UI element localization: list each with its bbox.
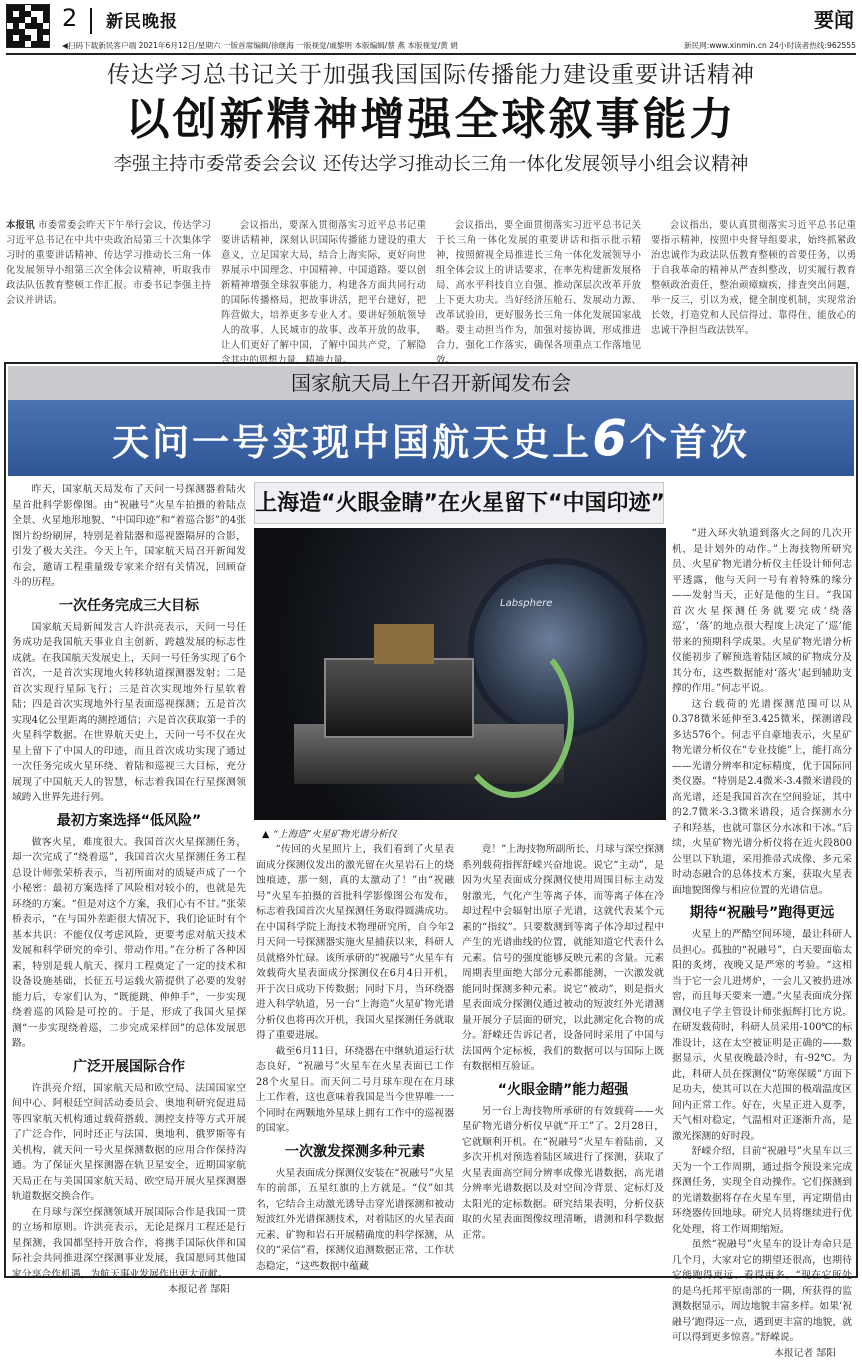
caption-text: “上海造”火星矿物光谱分析仪 [273,829,397,840]
intro-paragraph: 昨天，国家航天局发布了天问一号探测器着陆火星首批科学影像图。由“祝融号”火星车拍摄的着陆点全景、火星地形地貌、“中国印迹”和“着巡合影”的4张图片纷纷刷屏，特别是着陆器和巡视器隔屏的合影，引发了极大关注。今天上午，国家航天局召开新闻发布会，邀请工程重量级专家来介绍有关情况，回顾奋斗的历程。 [12,482,246,591]
body-paragraph: 火星表面成分探测仪安装在“祝融号”火星车的前部，五星红旗的上方就是。“仪”如其名，它结合主动激光诱导击穿光谱探测和被动短波红外光谱探测技术，对着陆区的火星表面元素、矿物和岩石开展精确度的科学探测，从仪的“采信”看，探测仪追测数据正常，工作状态稳定，“这些数据中蕴藏 [256,1166,454,1275]
subhead: 期待“祝融号”跑得更远 [672,902,852,924]
spectrometer-head [374,624,434,664]
body-paragraph: “传回的火星照片上，我们看到了火星表面成分探测仪发出的激光留在火星岩石上的烧蚀痕迹，那一刻，真的太激动了！”由“祝融号”火星车拍摄的首批科学影像图公布发布，标志着我国首次火星探测任务取得圆满成功。在中国科学院上海技术物理研究所，自今年2月天问一号探测器实施火星捕获以来，科研人员就格外忙碌。该所承研的“祝融号”火星车有效载荷火星表面成分探测仪在6月4日开机，开于次日成功下传数据；同时下月，当环绕器进入科学轨道，另一台“上海造”火星矿物光谱分析仪也将再次开机，我国火星探测任务就取得了重要进展。 [256,842,454,1044]
section-name: 要闻 [814,4,854,33]
body-paragraph: 竟！”上海技物所副所长、月球与深空探测系列载荷指挥舒嵘兴奋地说。说它“主动”，是因为火星表面成分探测仪使用周围目标主动发射激光，气化产生等离子体，而等离子体在冷却过程中会辐射出原子光谱，这就代表某个元素的“指纹”。只要数测到等离子体冷却过程中产生的光谱曲线的位置，就能知道它代表什么元素。信号的强度能够反映元素的含量。元素周期表里面绝大部分元素都能测，一次激发就能同时探测多种元素。说它“被动”，则是指火星表面成分探测仪通过被动的短波红外光谱测量开展分子层面的研究，以此测定化合物的成分。舒嵘还告诉记者，设备同时采用了中国与法国两个定标板，我们的数据可以与国际上既有数据相互验证。 [462,842,664,1075]
body-paragraph: 许洪亮介绍，国家航天局和欧空局、法国国家空间中心、阿根廷空间活动委员会、奥地利研究促进局等四家航天机构通过载荷搭载、测控支持等方式开展了广泛合作，同时还正与法国、奥地利、俄罗斯等有关机构，就天问一号火星探测数据的应用合作保持沟通。为了保证火星探测器在轨卫星安全，近期国家航天局正在与美国国家航天局、欧空局开展火星探测器轨道数据交换合作。 [12,1081,246,1205]
byline: 本报记者 郜阳 [12,1282,246,1298]
body-paragraph: 做客火星，难度很大。我国首次火星探测任务，却一次完成了“绕着巡”，我国首次火星探测任务工程总设计师张荣桥表示，当初所面对的质疑声成了一个小秘密：最初方案选择了风险相对较小的，也就是先环绕的方案。“但是对这个方案，我们心有不甘。”张荣桥表示，“在与国外差距很大情况下，我们论证时有个基本共识：不能仅仅考虑风险，更要考虑对航天技术发展和科学研究的牵引、带动作用。”在分析了各种因素，特别是载人航天、探月工程奠定了一定的技术和设备设施基础，长征五号运载火箭提供了必要的发射能力后，专家们认为，“既能跳、伸伸手”，一步实现绕着巡的风险是可控的。于是，形成了我国火星探测“一步实现绕着巡，二步完成采样回”的总体发展思路。 [12,835,246,1052]
subhead: 广泛开展国际合作 [12,1056,246,1078]
lead-paragraph [6,218,211,368]
body-paragraph: 虽然“祝融号”火星车的设计寿命只是几个月，大家对它的期望还很高，也期待它能跑得更远、看得更多。“现在它所处的是乌托邦平原南部的一隅，所获得的监测数据显示，周边地貌丰富多样。如果‘祝融号’跑得远一点，遇到更丰富的地貌，就可以得到更多惊喜。”舒嵘说。 [672,1237,852,1346]
lead-paragraph: 会议指出，要深入贯彻落实习近平总书记重要讲话精神，深刻认识国际传播能力建设的重大意义，立足国家大局，结合上海实际，更好向世界展示中国理念、中国精神、中国道路。要以创新精神增强全球叙事能力，构建各方面共同行动的国际传播格局，把故事讲活，把平台建好，把阵营做大，培养更多专业人才。要讲好领航领导人的故事、人民城市的故事、改革开放的故事，让人们更好了解中国，了解中国共产党，了解隐含其中的思想力量、精神力量。 [221,218,426,368]
feature-frame [4,362,858,1278]
lead-subtitle: 李强主持市委常委会会议 还传达学习推动长三角一体化发展领导小组会议精神 [6,150,856,180]
byline: 本报记者 郜阳 [672,1346,852,1361]
body-paragraph: 火星上的严酷空间环境，最让科研人员担心。孤独的“祝融号”，白天要面临太阳的炙烤，夜晚又是严寒的考验。“这相当于它一会儿进烤炉，一会儿又被扔进冰窖，而且每天要来一遭。”火星表面成分探测仪电子学主管设计师张振辉打比方说。在研发载荷时，科研人员采用-100℃的标准设计，这在太空被证明是正确的——数据显示，火星夜晚最冷时，有-92℃。为此，科研人员在探测仪“防寒保暖”方面下足功夫，使其可以在大范围的极端温度区间内正常工作。好在，火星正进入夏季，天气相对稳定，气温相对正逐渐升高，是激光探测的好时段。 [672,927,852,1144]
body-paragraph: 截至6月11日，环绕器在中继轨道运行状态良好，“祝融号”火星车在火星表面已工作28个火星日。而天问二号月球车现在在月球上工作着，这也意味着我国是当今世界唯一一个同时在两颗地外星球上拥有工作中的巡视器的国家。 [256,1044,454,1137]
feature-title-part1: 天问一号实现中国航天史上 [112,421,592,464]
photo-caption [262,826,397,840]
body-paragraph: 在月球与深空探测领域开展国际合作是我国一贯的立场和原则。许洪亮表示，无论是探月工程还是行星探测，我国都坚持开放合作，将携手国际伙伴和国际社会共同推进深空探测事业发展，我国愿同其他国家分享合作机遇，为航天事业发展作出更大贡献。 [12,1205,246,1283]
photo-logo-text: Labsphere [500,598,552,609]
feature-title-part2: 个首次 [630,421,750,464]
lead-title: 以创新精神增强全球叙事能力 [6,90,856,150]
caption-marker-icon: ▲ [262,829,269,840]
subhead: 最初方案选择“低风险” [12,810,246,832]
body-paragraph: 这台载荷的光谱探测范围可以从0.378微米延伸至3.425微米，探测谱段多达576个。何志平自豪地表示，火星矿物光谱分析仪在“专业技能”上，能打高分——光谱分辨率和定标精度，优于国际同类仪器。“特别是2.4微米-3.4微米谱段的高光谱，还是我国首次在空间验证，其中的2.7微米-3.3微米谱段，适合探测水分子和羟基，也就可靠区分水冰和干冰。”后续，火星矿物光谱分析仪将在近火段800公里以下轨道，采用推帚式成像、多元采时动态融合的总体技术方案，获取火星表面地貌图像与相应位置的光谱信息。 [672,697,852,899]
divider [90,8,92,34]
issue-line [62,40,856,51]
issue-info: ◀扫码下载新民客户端 2021年6月12日/星期六 一版首席编辑/徐继海 一版视觉/戚黎明 本版编辑/蔡 燕 本版视觉/黄 娟 [62,41,458,50]
feature-kicker: 国家航天局上午召开新闻发布会 [8,366,854,400]
feature-left-column [12,482,246,1272]
body-paragraph: 国家航天局新闻发言人许洪亮表示，天问一号任务成功是我国航天事业自主创新、跨越发展的标志性成就。在我国航天发展史上，天问一号任务实现了6个首次，一是首次实现地火转移轨道探测器发射；二是首次实现行星际飞行；三是首次实现地外行星软着陆；四是首次实现地外行星表面巡视探测；五是首次实现4亿公里距离的测控通信；六是首次获取第一手的火星科学数据。在世界航天史上，天问一号不仅在火星上留下了中国人的印迹，而且首次成功实现了通过一次任务完成火星环绕、着陆和巡视三大目标，充分展现了中国航天人的智慧，标志着我国在行星探测领域跨入世界先进行列。 [12,620,246,806]
subhead: “火眼金睛”能力超强 [462,1079,664,1101]
spectrometer-photo [254,528,666,820]
feature-mid-left-column [256,842,454,1272]
page-number: 2 [62,4,77,32]
website-info: 新民网:www.xinmin.cn 24小时读者热线:962555 [684,40,856,51]
spectrometer-device [324,658,474,738]
feature-mid-right-column [462,842,664,1272]
lead-headline [6,60,856,180]
dateline: 本报讯 [6,220,35,231]
feature-title-number: 6 [592,409,630,467]
paper-name: 新民晚报 [106,7,178,32]
lead-paragraph: 会议指出，要认真贯彻落实习近平总书记重要指示精神，按照中央督导组要求，始终抓紧政治忠诚作为政法队伍教育整顿的首要任务，以勇于自我革命的精神从严查纠整改，切实履行教育整顿政治责任，整治顽瘴痼疾，排查突出问题，举一反三，引以为戒，健全制度机制，实现常治长效，打造党和人民信得过、靠得住、能放心的忠诚干净担当政法铁军。 [651,218,856,368]
lead-body [6,218,856,356]
story-title: 上海造“火眼金睛”在火星留下“中国印迹” [255,483,665,525]
subhead: 一次激发探测多种元素 [256,1141,454,1163]
qr-code-icon[interactable] [6,4,50,48]
feature-right-column [672,526,852,1272]
body-paragraph: 另一台上海技物所承研的有效载荷——火星矿物光谱分析仪早就“开工”了。2月28日，它就顺利开机。在“祝融号”火星车着陆前，又多次开机对预选着陆区域进行了探测，获取了火星表面高空间分辨率成像光谱数据，高光谱分辨率光谱数据以及对空间冷背景、定标灯及太阳光的定标数据。研究结果表明，分析仪获取的火星表面图像纹理清晰，谱测和科学数据正常。 [462,1104,664,1244]
subhead: 一次任务完成三大目标 [12,595,246,617]
top-rule [6,53,856,55]
cable [454,638,574,798]
lead-paragraph: 会议指出，要全面贯彻落实习近平总书记关于长三角一体化发展的重要讲话和指示批示精神，按照俯视全局推进长三角一体化发展领导小组全体会议上的讲话要求，在率先构建新发展格局、高水平科技自立自强、推动深层次改革开放上下更大功夫。当好经济压舱石、发展动力源、改革试验田，更好服务长三角一体化发展国家战略。要主动担当作为，加强对接协调，形成推进合力，强化工作落实，确保各项重点工作落地见效。 [436,218,641,368]
qr-module [43,41,49,47]
lead-text: 市委常委会昨天下午举行会议，传达学习习近平总书记在中共中央政治局第三十次集体学习时的重要讲话精神、传达学习推动长三角一体化发展领导小组第三次全体会议精神，听取我市政法队伍教育整顿工作汇报。市委书记李强主持会议并讲话。 [6,220,211,306]
story-title-box [254,482,664,524]
feature-title [8,400,854,476]
body-paragraph: “进入环火轨道到落火之间的几次开机，是计划外的动作。”上海技物所研究员、火星矿物光谱分析仪主任设计师何志平透露，他与天问一号有着特殊的缘分——发射当天，正好是他的生日。“我国首次火星探测任务就要完成‘绕落巡’，‘落’的地点很大程度上决定了‘巡’能带来的预期科学成果。火星矿物光谱分析仪能初步了解预选着陆区域的矿物成分及其分布，这些数据能对‘落火’起到辅助支撑的作用。”何志平说。 [672,526,852,697]
body-paragraph: 舒嵘介绍，目前“祝融号”火星车以三天为一个工作周期，通过指令预设来完成探测任务，实现全自动操作。它们探测到的光谱数据将存在火星车里，再定期借由环绕器传回地球。研究人员将继续进行优化处理，将工作周期缩短。 [672,1144,852,1237]
masthead [0,0,862,60]
lead-kicker: 传达学习总书记关于加强我国国际传播能力建设重要讲话精神 [6,60,856,90]
